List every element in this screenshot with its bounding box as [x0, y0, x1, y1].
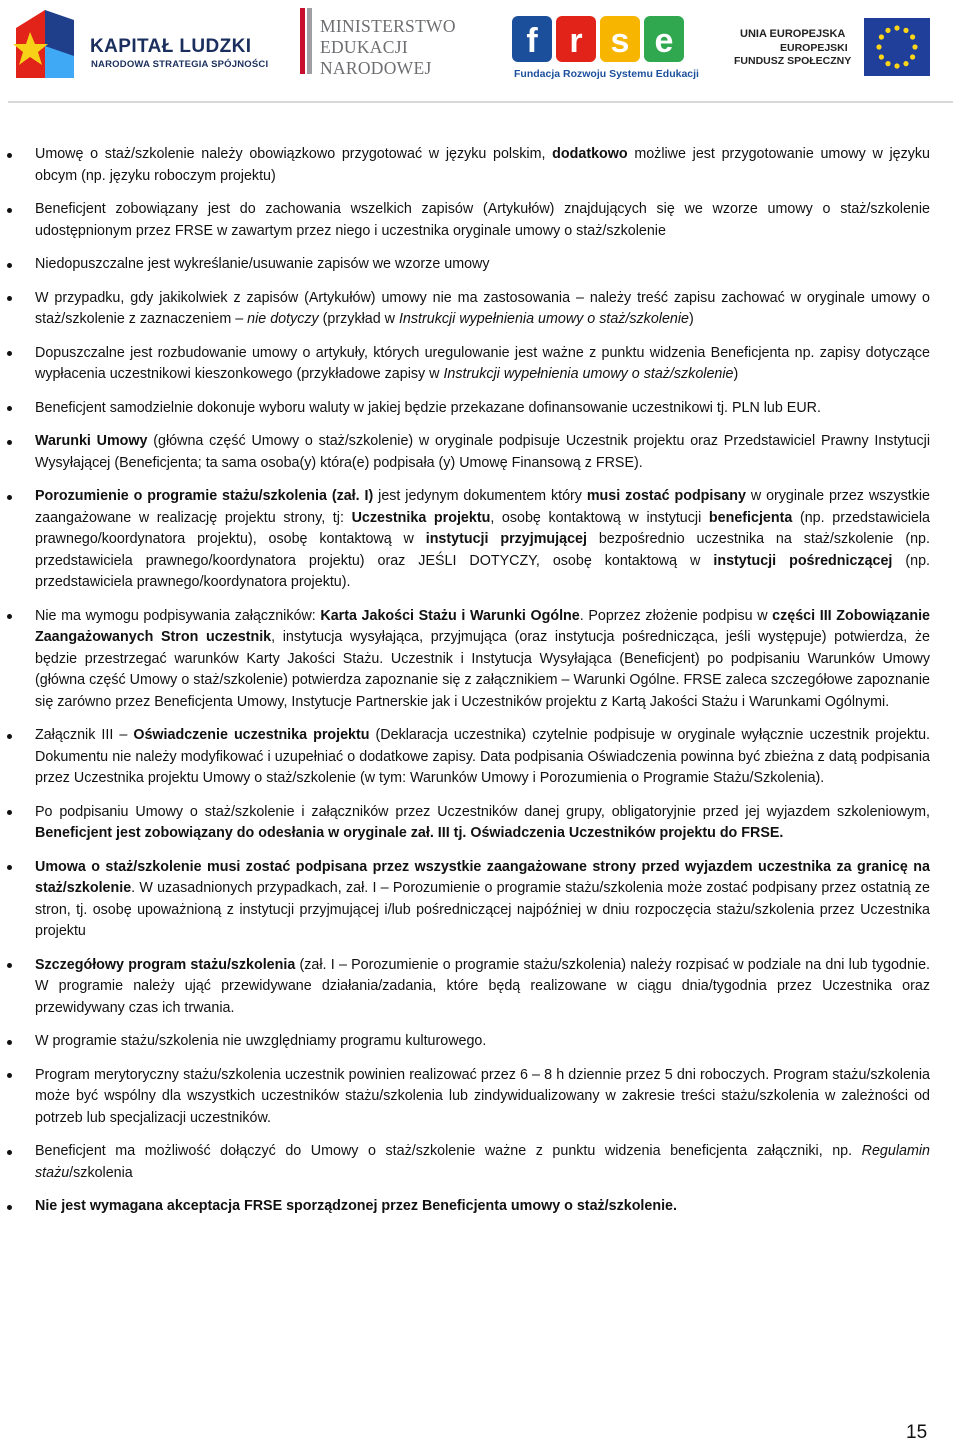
list-item — [0, 431, 960, 474]
svg-text:s: s — [610, 22, 630, 60]
list-item-text: , osobę kontaktową w instytucji — [490, 509, 709, 526]
page-header — [0, 0, 960, 104]
page-number: 15 — [906, 1422, 928, 1443]
list-item-text: Beneficjent zobowiązany jest do zachowania wszelkich zapisów (Artykułów) znajdujących się we wzorze umowy o staż/szkolenie udostępnionym przez FRSE w zawartym przez niego i uczestnika oryginale umowy o staż/szkolenie — [35, 201, 930, 239]
list-item-text: /szkolenia — [69, 1164, 133, 1181]
list-item — [0, 486, 960, 594]
list-item-text: Nie ma wymogu podpisywania załączników: — [35, 607, 321, 624]
list-item — [0, 343, 960, 386]
list-item-text: Porozumienie o programie stażu/szkolenia (zał. I) — [35, 488, 374, 504]
list-item — [0, 955, 960, 1020]
frse-subtitle: Fundacja Rozwoju Systemu Edukacji — [514, 68, 699, 80]
kapital-ludzki-star-icon — [12, 6, 78, 82]
list-item-text: W przypadku, gdy jakikolwiek z zapisów (Artykułów) umowy nie ma zastosowania – należy treść zapisu zachować w oryginale umowy o staż/szkolenie z zaznaczeniem – — [35, 289, 930, 327]
list-item — [0, 1065, 960, 1130]
list-item-text: Karta Jakości Stażu i Warunki Ogólne — [320, 607, 580, 624]
ministry-line-1: MINISTERSTWO — [320, 16, 456, 36]
ministry-stripe-icon — [300, 8, 312, 74]
list-item-text: Szczegółowy program stażu/szkolenia — [35, 956, 296, 973]
list-item-text: jest jedynym dokumentem który — [373, 488, 587, 504]
svg-text:e: e — [654, 22, 674, 60]
eu-flag-icon — [864, 18, 930, 76]
list-item-text: beneficjenta — [708, 509, 793, 526]
list-item — [0, 1141, 960, 1184]
list-item — [0, 857, 960, 943]
ministry-line-2: EDUKACJI — [320, 37, 408, 57]
list-item-text: bezpośrednio uczestnika na staż/szkolenie (np. przedstawiciela prawnego/koordynatora projektu) oraz JEŚLI DOTYCZY, osobę kontaktową w — [35, 531, 930, 569]
list-item-text: w oryginale przez wszystkie zaangażowane w realizację projektu strony, tj: — [35, 488, 930, 526]
list-item-text: W programie stażu/szkolenia nie uwzględniamy programu kulturowego. — [35, 1033, 487, 1049]
list-item — [0, 802, 960, 845]
frse-logo — [512, 14, 702, 84]
list-item-text: (przykład w — [318, 311, 399, 327]
frse-wordmark-icon — [512, 14, 690, 64]
eu-line-3: FUNDUSZ SPOŁECZNY — [734, 55, 852, 67]
list-item-text: musi zostać podpisany — [586, 488, 746, 504]
list-item — [0, 606, 960, 714]
list-item — [0, 1196, 960, 1218]
list-item-text: instytucji pośredniczącej — [713, 552, 893, 569]
list-item-text: ) — [733, 366, 739, 382]
list-item-text: Oświadczenie uczestnika projektu — [133, 727, 370, 743]
eu-logo — [734, 18, 934, 78]
list-item-text: Program merytoryczny stażu/szkolenia uczestnik powinien realizować przez 6 – 8 h dziennie przez 5 dni roboczych. Program stażu/szkolenia może być wspólny dla wszystkich uczestników stażu/szkolenia lub zindywidualizowany w zakresie treści stażu/szkolenia w zależności od potrzeb lub specjalizacji uczestników. — [35, 1066, 930, 1126]
kapital-ludzki-subtitle: NARODOWA STRATEGIA SPÓJNOŚCI — [91, 59, 269, 70]
list-item-text: Uczestnika projektu — [351, 509, 491, 526]
list-item-text: . Poprzez złożenie podpisu w — [579, 607, 773, 624]
list-item-text: . W uzasadnionych przypadkach, zał. I – Porozumienie o programie stażu/szkolenia może zostać podpisany przez ostatnią ze stron, tj. osobę upoważnioną z instytucji przyjmującej i/lub pośredniczącej najpóźniej w dniu rozpoczęcia stażu/szkolenia przez Uczestnika projektu — [35, 880, 930, 939]
list-item-text: (np. przedstawiciela prawnego/koordynatora projektu). — [35, 552, 931, 590]
list-item-text: Niedopuszczalne jest wykreślanie/usuwanie zapisów we wzorze umowy — [35, 256, 490, 272]
list-item — [0, 144, 960, 187]
list-item-text: Załącznik III – — [35, 727, 134, 743]
list-item-text: Warunki Umowy — [35, 433, 148, 449]
list-item-text: Po podpisaniu Umowy o staż/szkolenie i załączników przez Uczestników danej grupy, obligatoryjnie przed jej wyjazdem szkoleniowym, — [35, 803, 930, 820]
list-item-text: Nie jest wymagana akceptacja FRSE sporządzonej przez Beneficjenta umowy o staż/szkolenie. — [35, 1198, 677, 1214]
list-item — [0, 1031, 960, 1053]
list-item-text: Regulamin stażu — [35, 1143, 930, 1181]
eu-line-2: EUROPEJSKI — [780, 42, 848, 54]
kapital-ludzki-title: KAPITAŁ LUDZKI — [90, 36, 252, 57]
list-item-text: części III Zobowiązanie Zaangażowanych Stron uczestnik — [35, 607, 931, 645]
list-item-text: (Deklaracja uczestnika) czytelnie podpisuje w oryginale wyłącznie uczestnik projektu. Dokumentu nie należy modyfikować i uzupełniać o dodatkowe zapisy. Data podpisania Oświadczenia powinna być zbieżna z datą podpisania przez Uczestnika projektu Umowy o staż/szkolenie (w tym: Warunków Umowy i Porozumienia o Programie Stażu/Szkolenia). — [35, 727, 930, 786]
list-item-text: Umowę o staż/szkolenie należy obowiązkowo przygotować w języku polskim, — [35, 146, 553, 162]
list-item-text: Beneficjent samodzielnie dokonuje wyboru waluty w jakiej będzie przekazane dofinansowanie uczestnikowi tj. PLN lub EUR. — [35, 399, 821, 416]
list-item-text: Instrukcji wypełnienia umowy o staż/szkolenie — [443, 366, 734, 382]
kapital-ludzki-logo — [12, 6, 282, 82]
list-item-text: Beneficjent ma możliwość dołączyć do Umowy o staż/szkolenie ważne z punktu widzenia beneficjenta załączniki, np. — [35, 1143, 862, 1159]
list-item-text: , instytucja wysyłająca, przyjmująca (oraz instytucja pośrednicząca, jeśli występuje) potwierdza, że będzie przestrzegać warunków Karty Jakości Stażu. Uczestnik i Instytucja Wysyłająca (Beneficjent) po podpisaniu Warunków Umowy (główna część Umowy o staż/szkolenie) potwierdza zapoznanie się z załącznikiem – Warunki Ogólne. FRSE zaleca szczegółowe zapoznanie się zarówno przez Beneficjenta Umowy, Instytucje Partnerskie jak i Uczestników projektu z Kartą Jakości Stażu i Warunkami Ogólnymi. — [35, 629, 930, 710]
ministry-line-3: NARODOWEJ — [320, 58, 432, 78]
list-item-text: ) — [689, 311, 694, 327]
list-item-text: Umowa o staż/szkolenie musi zostać podpisana przez wszystkie zaangażowane strony przed wyjazdem uczestnika za granicę na staż/szkolenie — [35, 858, 930, 896]
svg-text:r: r — [569, 22, 583, 60]
list-item — [0, 199, 960, 242]
list-item-text: (zał. I – Porozumienie o programie stażu/szkolenia) należy rozpisać w podziale na dni lub tygodnie. W programie należy ująć przewidywane działania/zadania, które będą realizowane w ciągu dnia/tygodnia przez Uczestnika oraz przewidywany czas ich trwania. — [35, 956, 931, 1016]
list-item — [0, 398, 960, 420]
list-item-text: możliwe jest przygotowanie umowy w języku obcym (np. języku roboczym projektu) — [35, 146, 931, 184]
requirements-list — [0, 144, 960, 1218]
header-divider — [8, 101, 953, 103]
list-item-text: Instrukcji wypełnienia umowy o staż/szkolenie — [398, 311, 689, 327]
document-body — [0, 144, 960, 1230]
list-item — [0, 288, 960, 331]
list-item — [0, 254, 960, 276]
eu-line-1: UNIA EUROPEJSKA — [740, 28, 846, 40]
svg-text:f: f — [526, 22, 538, 60]
list-item-text: nie dotyczy — [247, 311, 319, 327]
list-item — [0, 725, 960, 790]
list-item-text: (np. przedstawiciela prawnego/koordynatora projektu), osobę kontaktową w — [35, 509, 930, 547]
ministry-logo — [300, 6, 465, 82]
list-item-text: instytucji przyjmującej — [425, 531, 587, 547]
list-item-text: dodatkowo — [552, 146, 628, 162]
list-item-text: (główna część Umowy o staż/szkolenie) w oryginale podpisuje Uczestnik projektu oraz Przedstawiciel Prawny Instytucji Wysyłającej (Beneficjenta; ta sama osoba(y) która(e) podpisała (y) Umowę Finansową z FRSE). — [35, 433, 931, 471]
list-item-text: Dopuszczalne jest rozbudowanie umowy o artykuły, których uregulowanie jest ważne z punktu widzenia Beneficjenta np. zapisy dotyczące wypłacenia uczestnikowi kieszonkowego (przykładowe zapisy w — [35, 344, 930, 382]
list-item-text: Beneficjent jest zobowiązany do odesłania w oryginale zał. III tj. Oświadczenia Uczestników projektu do FRSE. — [35, 825, 784, 841]
